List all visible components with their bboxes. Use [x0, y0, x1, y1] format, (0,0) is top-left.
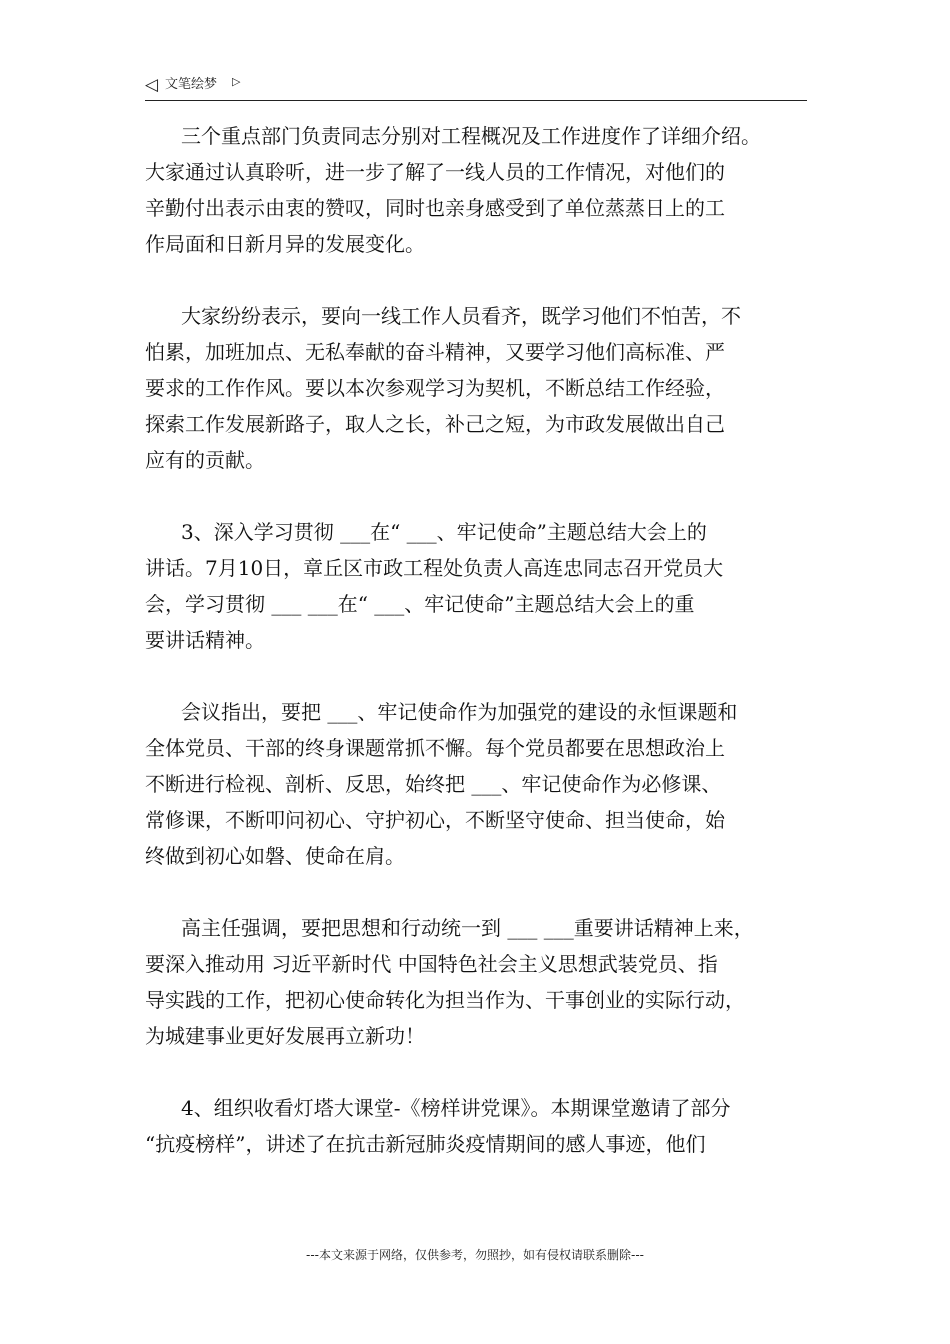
paragraph-5 — [145, 910, 815, 1054]
footer-disclaimer: ---本文来源于网络，仅供参考，勿照抄，如有侵权请联系删除--- — [306, 1248, 644, 1262]
paragraph-line: 讲话。7月10日，章丘区市政工程处负责人高连忠同志召开党员大 — [145, 556, 724, 580]
left-triangle-icon: ◁ — [145, 75, 159, 95]
paragraph-line: 探索工作发展新路子，取人之长，补己之短，为市政发展做出自己 — [145, 412, 725, 436]
paragraph-line: 全体党员、干部的终身课题常抓不懈。每个党员都要在思想政治上 — [145, 736, 725, 760]
paragraph-line: 会议指出，要把 ___、牢记使命作为加强党的建设的永恒课题和 — [181, 700, 738, 724]
paragraph-1 — [145, 118, 815, 262]
right-triangle-icon: ▷ — [232, 75, 241, 88]
paragraph-6 — [145, 1090, 815, 1162]
paragraph-line: 怕累，加班加点、无私奉献的奋斗精神，又要学习他们高标准、严 — [145, 340, 725, 364]
paragraph-line: 辛勤付出表示由衷的赞叹，同时也亲身感受到了单位蒸蒸日上的工 — [145, 196, 725, 220]
paragraph-line: 常修课，不断叩问初心、守护初心，不断坚守使命、担当使命，始 — [145, 808, 725, 832]
paragraph-line: 要深入推动用 习近平新时代 中国特色社会主义思想武装党员、指 — [145, 952, 718, 976]
paragraph-line: 作局面和日新月异的发展变化。 — [145, 232, 425, 256]
paragraph-3 — [145, 514, 815, 658]
paragraph-2 — [145, 298, 815, 478]
paragraph-line: “抗疫榜样”，讲述了在抗击新冠肺炎疫情期间的感人事迹，他们 — [145, 1132, 706, 1156]
paragraph-line: 4、组织收看灯塔大课堂-《榜样讲党课》。本期课堂邀请了部分 — [181, 1096, 731, 1120]
header-title: 文笔绘梦 — [165, 77, 218, 92]
paragraph-line: 三个重点部门负责同志分别对工程概况及工作进度作了详细介绍。 — [181, 124, 761, 148]
paragraph-line: 为城建事业更好发展再立新功！ — [145, 1024, 425, 1048]
paragraph-line: 大家通过认真聆听，进一步了解了一线人员的工作情况，对他们的 — [145, 160, 725, 184]
document-body — [145, 118, 815, 1198]
paragraph-line: 应有的贡献。 — [145, 448, 265, 472]
paragraph-line: 要讲话精神。 — [145, 628, 265, 652]
paragraph-line: 会，学习贯彻 ___ ___在“ ___、牢记使命”主题总结大会上的重 — [145, 592, 695, 616]
page-header — [145, 74, 807, 101]
paragraph-line: 3、深入学习贯彻 ___在“ ___、牢记使命”主题总结大会上的 — [181, 520, 707, 544]
paragraph-line: 大家纷纷表示，要向一线工作人员看齐，既学习他们不怕苦，不 — [181, 304, 741, 328]
paragraph-line: 不断进行检视、剖析、反思，始终把 ___、牢记使命作为必修课、 — [145, 772, 722, 796]
paragraph-line: 导实践的工作，把初心使命转化为担当作为、干事创业的实际行动， — [145, 988, 745, 1012]
paragraph-line: 终做到初心如磐、使命在肩。 — [145, 844, 405, 868]
paragraph-line: 要求的工作作风。要以本次参观学习为契机，不断总结工作经验， — [145, 376, 725, 400]
paragraph-line: 高主任强调，要把思想和行动统一到 ___ ___重要讲话精神上来， — [181, 916, 754, 940]
paragraph-4 — [145, 694, 815, 874]
